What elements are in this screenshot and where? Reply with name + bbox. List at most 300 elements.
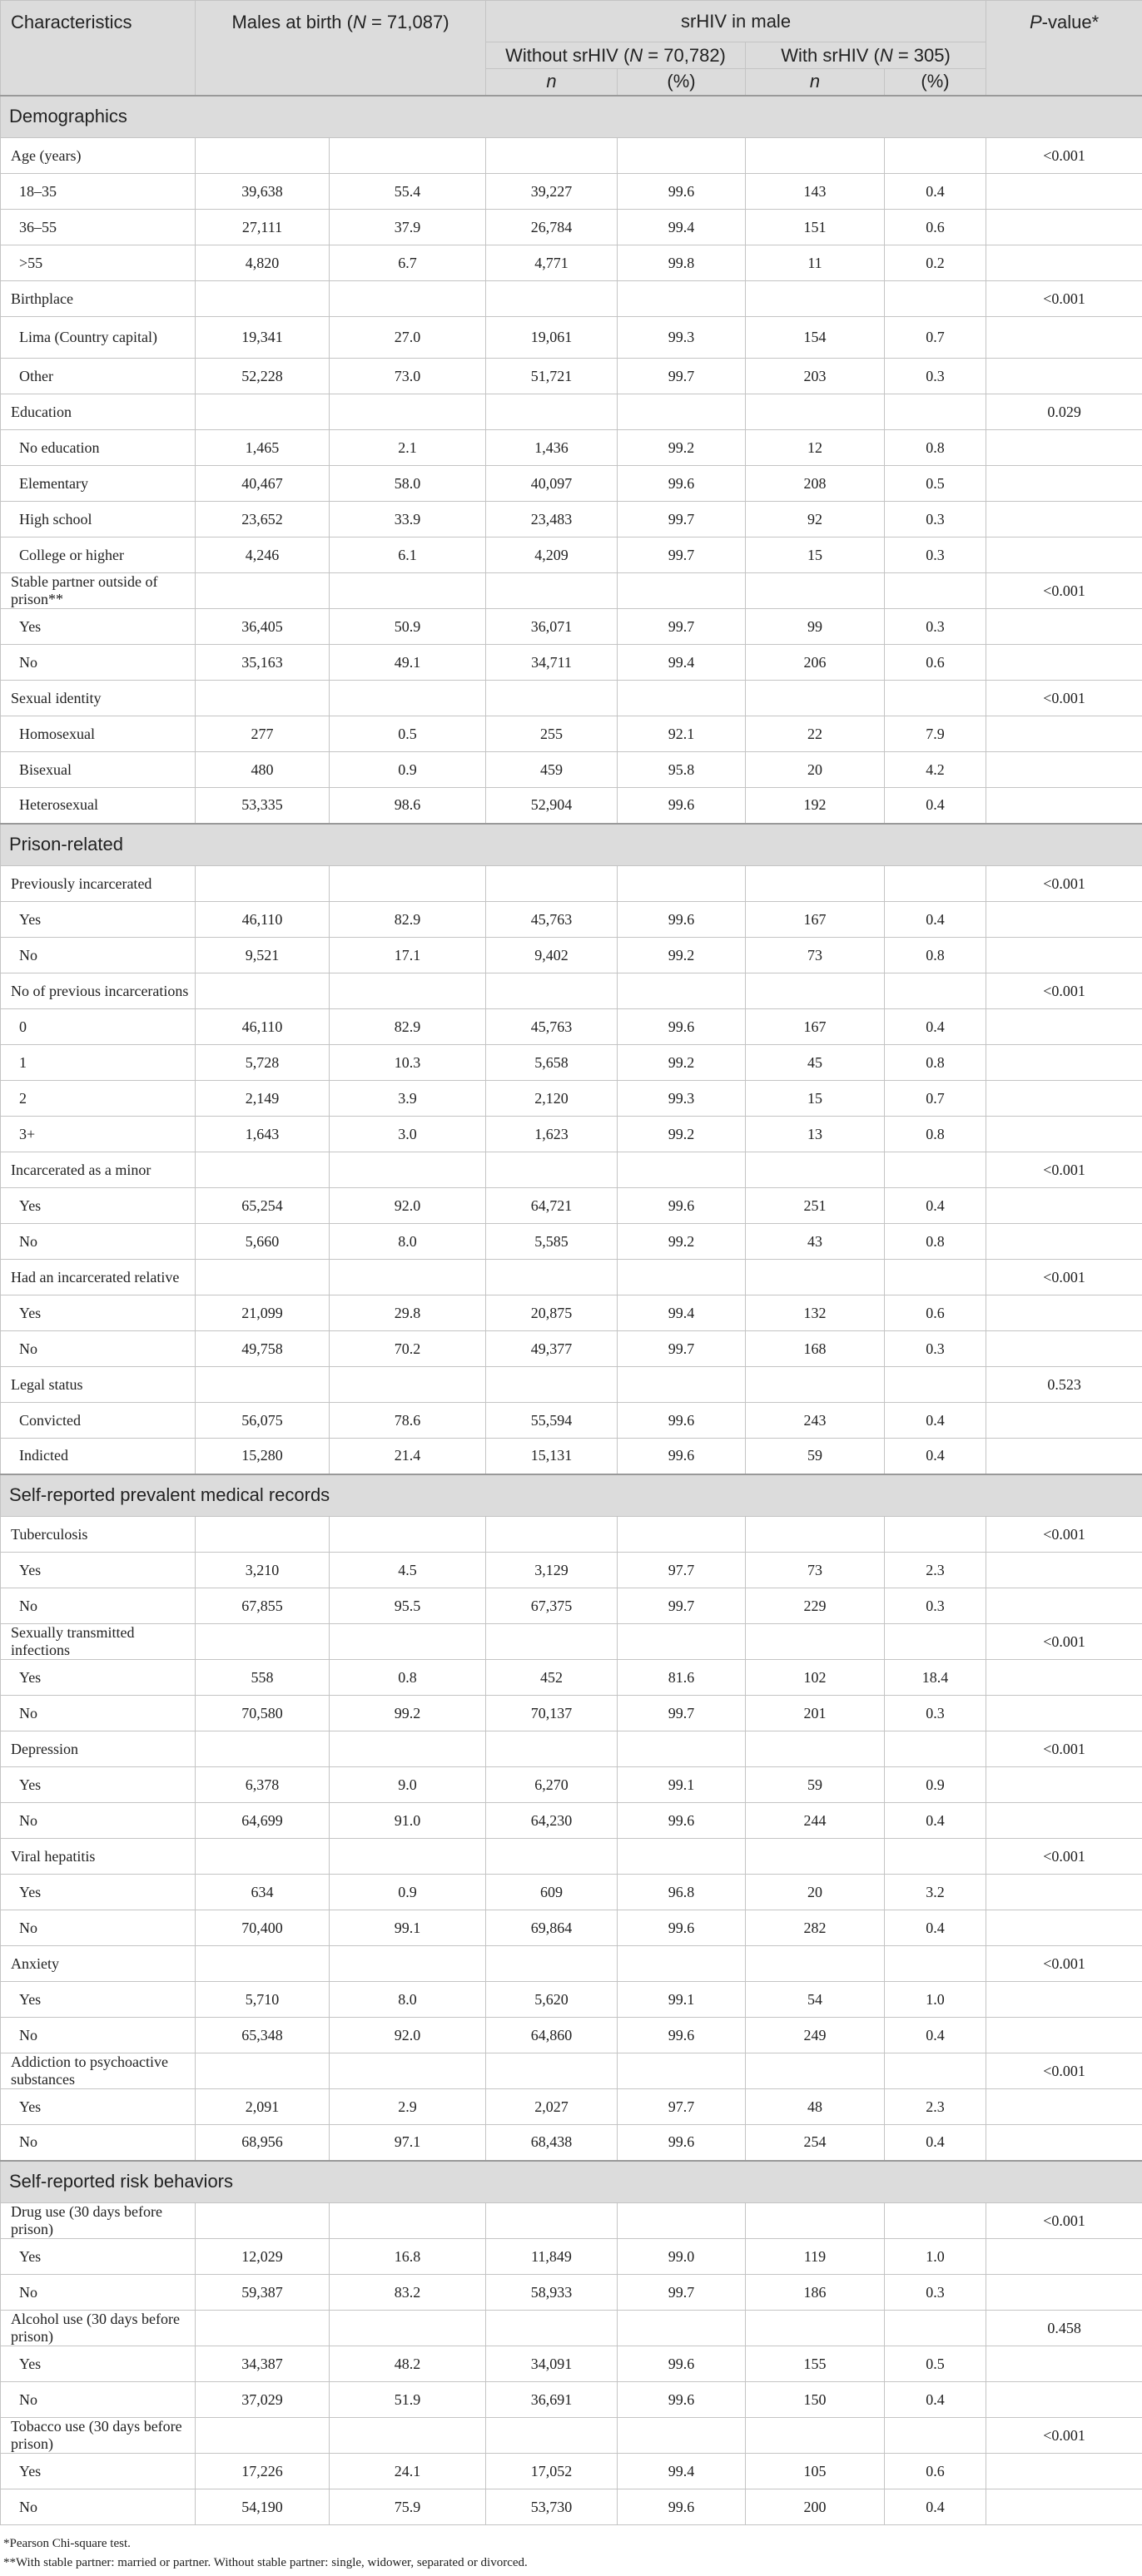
value-cell: 51,721 <box>486 359 618 394</box>
row-label: >55 <box>1 245 196 281</box>
value-cell: 21.4 <box>330 1439 486 1474</box>
category-row <box>1 1910 1142 1946</box>
value-cell: 99.6 <box>618 2346 746 2382</box>
value-cell: 99.3 <box>618 317 746 359</box>
value-cell <box>330 138 486 174</box>
p-value-cell: <0.001 <box>986 1946 1142 1982</box>
value-cell: 99.7 <box>618 359 746 394</box>
value-cell <box>486 1946 618 1982</box>
value-cell: 92.1 <box>618 716 746 752</box>
row-label: Tobacco use (30 days before prison) <box>1 2418 196 2454</box>
value-cell: 168 <box>746 1331 885 1367</box>
value-cell: 53,335 <box>196 788 330 824</box>
variable-row <box>1 1517 1142 1553</box>
p-value-cell <box>986 2346 1142 2382</box>
value-cell: 20 <box>746 1875 885 1910</box>
value-cell: 12,029 <box>196 2239 330 2275</box>
value-cell: 0.3 <box>885 2275 986 2311</box>
value-cell: 45,763 <box>486 1009 618 1045</box>
value-cell: 0.6 <box>885 2454 986 2489</box>
value-cell: 99.6 <box>618 466 746 502</box>
row-label: Addiction to psychoactive substances <box>1 2053 196 2089</box>
row-label: Tuberculosis <box>1 1517 196 1553</box>
value-cell: 15,131 <box>486 1439 618 1474</box>
value-cell: 15,280 <box>196 1439 330 1474</box>
variable-row <box>1 138 1142 174</box>
value-cell <box>618 1517 746 1553</box>
category-row <box>1 1224 1142 1260</box>
value-cell <box>885 1367 986 1403</box>
value-cell: 634 <box>196 1875 330 1910</box>
value-cell: 99.6 <box>618 1009 746 1045</box>
variable-row <box>1 1946 1142 1982</box>
category-row <box>1 502 1142 537</box>
value-cell: 7.9 <box>885 716 986 752</box>
variable-row <box>1 1731 1142 1767</box>
category-row <box>1 1696 1142 1731</box>
value-cell: 2,120 <box>486 1081 618 1117</box>
value-cell <box>196 1839 330 1875</box>
value-cell: 0.3 <box>885 502 986 537</box>
row-label: No <box>1 2125 196 2161</box>
value-cell: 46,110 <box>196 1009 330 1045</box>
value-cell: 0.9 <box>885 1767 986 1803</box>
value-cell: 1,643 <box>196 1117 330 1152</box>
value-cell: 9,521 <box>196 938 330 973</box>
value-cell: 82.9 <box>330 902 486 938</box>
value-cell: 99.6 <box>618 1403 746 1439</box>
value-cell: 99.2 <box>618 1045 746 1081</box>
value-cell: 99.6 <box>618 2489 746 2525</box>
row-label: Had an incarcerated relative <box>1 1260 196 1295</box>
p-value-cell <box>986 1224 1142 1260</box>
p-value-cell <box>986 430 1142 466</box>
value-cell <box>885 681 986 716</box>
value-cell: 208 <box>746 466 885 502</box>
value-cell: 65,348 <box>196 2018 330 2053</box>
value-cell <box>486 573 618 609</box>
row-label: Yes <box>1 1875 196 1910</box>
value-cell: 5,658 <box>486 1045 618 1081</box>
value-cell: 97.7 <box>618 1553 746 1588</box>
value-cell: 73.0 <box>330 359 486 394</box>
value-cell <box>885 2203 986 2239</box>
value-cell: 99.2 <box>618 430 746 466</box>
value-cell: 154 <box>746 317 885 359</box>
value-cell: 99.7 <box>618 609 746 645</box>
value-cell: 34,387 <box>196 2346 330 2382</box>
value-cell: 49,758 <box>196 1331 330 1367</box>
value-cell <box>618 1367 746 1403</box>
value-cell: 558 <box>196 1660 330 1696</box>
value-cell: 18.4 <box>885 1660 986 1696</box>
category-row <box>1 2454 1142 2489</box>
value-cell <box>885 1517 986 1553</box>
row-label: Sexual identity <box>1 681 196 716</box>
p-value-cell <box>986 1982 1142 2018</box>
value-cell: 249 <box>746 2018 885 2053</box>
value-cell: 99.6 <box>618 2125 746 2161</box>
value-cell: 92 <box>746 502 885 537</box>
variable-row <box>1 2311 1142 2346</box>
value-cell: 0.4 <box>885 1803 986 1839</box>
value-cell <box>196 138 330 174</box>
p-value-cell <box>986 1910 1142 1946</box>
value-cell: 203 <box>746 359 885 394</box>
value-cell: 229 <box>746 1588 885 1624</box>
value-cell: 99.7 <box>618 537 746 573</box>
value-cell: 27,111 <box>196 210 330 245</box>
value-cell: 99.1 <box>618 1767 746 1803</box>
value-cell <box>618 2053 746 2089</box>
value-cell: 132 <box>746 1295 885 1331</box>
value-cell <box>196 281 330 317</box>
value-cell <box>330 573 486 609</box>
p-value-cell: 0.458 <box>986 2311 1142 2346</box>
value-cell: 20 <box>746 752 885 788</box>
row-label: Bisexual <box>1 752 196 788</box>
value-cell <box>486 681 618 716</box>
row-label: Yes <box>1 2454 196 2489</box>
value-cell <box>618 1260 746 1295</box>
value-cell: 82.9 <box>330 1009 486 1045</box>
p-value-cell <box>986 1588 1142 1624</box>
value-cell <box>486 1624 618 1660</box>
value-cell: 200 <box>746 2489 885 2525</box>
row-label: Yes <box>1 1982 196 2018</box>
row-label: High school <box>1 502 196 537</box>
value-cell: 119 <box>746 2239 885 2275</box>
value-cell: 55.4 <box>330 174 486 210</box>
row-label: Legal status <box>1 1367 196 1403</box>
category-row <box>1 1117 1142 1152</box>
value-cell <box>618 1946 746 1982</box>
value-cell: 99.6 <box>618 1910 746 1946</box>
header-with-n: n <box>746 69 885 96</box>
row-label: Yes <box>1 2089 196 2125</box>
value-cell: 155 <box>746 2346 885 2382</box>
value-cell: 459 <box>486 752 618 788</box>
value-cell: 40,097 <box>486 466 618 502</box>
category-row <box>1 1331 1142 1367</box>
value-cell: 34,091 <box>486 2346 618 2382</box>
value-cell <box>746 2053 885 2089</box>
value-cell <box>330 281 486 317</box>
value-cell: 48.2 <box>330 2346 486 2382</box>
value-cell <box>196 2418 330 2454</box>
value-cell <box>618 866 746 902</box>
value-cell <box>618 138 746 174</box>
value-cell: 0.7 <box>885 317 986 359</box>
value-cell: 98.6 <box>330 788 486 824</box>
category-row <box>1 2382 1142 2418</box>
value-cell <box>746 2203 885 2239</box>
value-cell <box>330 1152 486 1188</box>
value-cell: 2,149 <box>196 1081 330 1117</box>
value-cell: 609 <box>486 1875 618 1910</box>
value-cell <box>486 281 618 317</box>
p-value-cell <box>986 1188 1142 1224</box>
value-cell: 8.0 <box>330 1224 486 1260</box>
row-label: No <box>1 938 196 973</box>
value-cell: 99.6 <box>618 1439 746 1474</box>
value-cell <box>330 1946 486 1982</box>
value-cell <box>486 1517 618 1553</box>
value-cell <box>486 1152 618 1188</box>
row-label: Convicted <box>1 1403 196 1439</box>
value-cell: 99.4 <box>618 210 746 245</box>
variable-row <box>1 866 1142 902</box>
value-cell: 33.9 <box>330 502 486 537</box>
category-row <box>1 1403 1142 1439</box>
category-row <box>1 716 1142 752</box>
value-cell: 19,061 <box>486 317 618 359</box>
value-cell: 99.6 <box>618 174 746 210</box>
value-cell: 99.4 <box>618 1295 746 1331</box>
p-value-cell <box>986 359 1142 394</box>
row-label: Yes <box>1 1188 196 1224</box>
value-cell <box>330 681 486 716</box>
value-cell <box>618 394 746 430</box>
p-value-cell <box>986 317 1142 359</box>
value-cell <box>196 2203 330 2239</box>
value-cell: 4,209 <box>486 537 618 573</box>
category-row <box>1 1045 1142 1081</box>
value-cell: 0.2 <box>885 245 986 281</box>
value-cell: 34,711 <box>486 645 618 681</box>
value-cell: 0.8 <box>885 938 986 973</box>
value-cell: 201 <box>746 1696 885 1731</box>
value-cell: 99.7 <box>618 502 746 537</box>
variable-row <box>1 573 1142 609</box>
value-cell: 13 <box>746 1117 885 1152</box>
value-cell: 2.9 <box>330 2089 486 2125</box>
p-value-cell <box>986 1045 1142 1081</box>
row-label: Birthplace <box>1 281 196 317</box>
value-cell <box>330 2418 486 2454</box>
value-cell: 39,638 <box>196 174 330 210</box>
value-cell <box>746 138 885 174</box>
value-cell: 52,904 <box>486 788 618 824</box>
value-cell: 0.6 <box>885 1295 986 1331</box>
p-value-cell <box>986 2489 1142 2525</box>
value-cell: 0.3 <box>885 537 986 573</box>
value-cell <box>330 2053 486 2089</box>
value-cell <box>330 1260 486 1295</box>
value-cell: 64,230 <box>486 1803 618 1839</box>
p-value-cell <box>986 609 1142 645</box>
variable-row <box>1 1624 1142 1660</box>
value-cell: 17,226 <box>196 2454 330 2489</box>
value-cell: 0.8 <box>885 1117 986 1152</box>
value-cell: 99.2 <box>618 1117 746 1152</box>
row-label: Education <box>1 394 196 430</box>
row-label: 36–55 <box>1 210 196 245</box>
p-value-cell <box>986 174 1142 210</box>
row-label: College or higher <box>1 537 196 573</box>
variable-row <box>1 394 1142 430</box>
value-cell <box>330 394 486 430</box>
row-label: 2 <box>1 1081 196 1117</box>
value-cell <box>618 681 746 716</box>
category-row <box>1 1982 1142 2018</box>
value-cell: 4,771 <box>486 245 618 281</box>
value-cell: 64,721 <box>486 1188 618 1224</box>
value-cell: 99.2 <box>330 1696 486 1731</box>
p-value-cell <box>986 1696 1142 1731</box>
value-cell: 43 <box>746 1224 885 1260</box>
value-cell: 4.2 <box>885 752 986 788</box>
p-value-cell <box>986 1117 1142 1152</box>
value-cell: 0.4 <box>885 1188 986 1224</box>
value-cell <box>746 1517 885 1553</box>
value-cell: 2.3 <box>885 1553 986 1588</box>
row-label: No <box>1 1803 196 1839</box>
row-label: Drug use (30 days before prison) <box>1 2203 196 2239</box>
value-cell: 151 <box>746 210 885 245</box>
header-with-pct: (%) <box>885 69 986 96</box>
value-cell: 0.3 <box>885 1331 986 1367</box>
value-cell: 11 <box>746 245 885 281</box>
variable-row <box>1 1839 1142 1875</box>
value-cell: 26,784 <box>486 210 618 245</box>
value-cell <box>618 281 746 317</box>
value-cell: 8.0 <box>330 1982 486 2018</box>
value-cell <box>885 1839 986 1875</box>
value-cell: 452 <box>486 1660 618 1696</box>
value-cell <box>746 1731 885 1767</box>
value-cell: 150 <box>746 2382 885 2418</box>
value-cell <box>196 1731 330 1767</box>
row-label: Age (years) <box>1 138 196 174</box>
p-value-cell <box>986 537 1142 573</box>
row-label: Stable partner outside of prison** <box>1 573 196 609</box>
value-cell <box>196 2311 330 2346</box>
p-value-cell <box>986 1009 1142 1045</box>
value-cell: 99 <box>746 609 885 645</box>
value-cell: 243 <box>746 1403 885 1439</box>
header-characteristics: Characteristics <box>1 1 196 96</box>
value-cell: 49.1 <box>330 645 486 681</box>
value-cell: 99.2 <box>618 938 746 973</box>
value-cell: 17.1 <box>330 938 486 973</box>
p-value-cell <box>986 2125 1142 2161</box>
row-label: Incarcerated as a minor <box>1 1152 196 1188</box>
value-cell: 45,763 <box>486 902 618 938</box>
value-cell: 95.5 <box>330 1588 486 1624</box>
value-cell: 0.4 <box>885 2382 986 2418</box>
category-row <box>1 210 1142 245</box>
value-cell: 64,860 <box>486 2018 618 2053</box>
value-cell <box>885 1624 986 1660</box>
value-cell: 53,730 <box>486 2489 618 2525</box>
value-cell: 67,855 <box>196 1588 330 1624</box>
value-cell <box>486 1367 618 1403</box>
value-cell: 27.0 <box>330 317 486 359</box>
p-value-cell <box>986 1803 1142 1839</box>
value-cell: 0.8 <box>885 1224 986 1260</box>
value-cell <box>486 394 618 430</box>
value-cell: 73 <box>746 938 885 973</box>
value-cell <box>885 973 986 1009</box>
value-cell <box>746 1624 885 1660</box>
value-cell: 73 <box>746 1553 885 1588</box>
value-cell <box>746 1367 885 1403</box>
value-cell <box>196 1624 330 1660</box>
value-cell <box>746 1260 885 1295</box>
value-cell: 99.1 <box>330 1910 486 1946</box>
value-cell <box>618 2418 746 2454</box>
value-cell: 99.6 <box>618 1188 746 1224</box>
value-cell <box>486 2418 618 2454</box>
row-label: Yes <box>1 2346 196 2382</box>
row-label: Heterosexual <box>1 788 196 824</box>
p-value-cell <box>986 1331 1142 1367</box>
row-label: No <box>1 2489 196 2525</box>
value-cell: 15 <box>746 537 885 573</box>
value-cell: 1,623 <box>486 1117 618 1152</box>
category-row <box>1 1295 1142 1331</box>
value-cell: 6,270 <box>486 1767 618 1803</box>
value-cell: 5,660 <box>196 1224 330 1260</box>
variable-row <box>1 1260 1142 1295</box>
value-cell <box>330 1367 486 1403</box>
category-row <box>1 1875 1142 1910</box>
p-value-cell <box>986 1660 1142 1696</box>
value-cell: 91.0 <box>330 1803 486 1839</box>
value-cell: 11,849 <box>486 2239 618 2275</box>
value-cell <box>330 1731 486 1767</box>
p-value-cell <box>986 1295 1142 1331</box>
value-cell: 22 <box>746 716 885 752</box>
category-row <box>1 1588 1142 1624</box>
value-cell: 36,691 <box>486 2382 618 2418</box>
value-cell <box>618 1152 746 1188</box>
value-cell: 0.9 <box>330 752 486 788</box>
value-cell: 99.2 <box>618 1224 746 1260</box>
footnote-2: **With stable partner: married or partner. Without stable partner: single, widower, separated or divorced. <box>3 2556 528 2569</box>
value-cell: 6.1 <box>330 537 486 573</box>
value-cell: 186 <box>746 2275 885 2311</box>
value-cell: 1,436 <box>486 430 618 466</box>
p-value-cell <box>986 2089 1142 2125</box>
value-cell <box>746 681 885 716</box>
header-without-pct: (%) <box>618 69 746 96</box>
header-srhiv-in-male: srHIV in male <box>486 1 986 42</box>
p-value-cell <box>986 2239 1142 2275</box>
category-row <box>1 430 1142 466</box>
value-cell: 206 <box>746 645 885 681</box>
value-cell: 40,467 <box>196 466 330 502</box>
value-cell <box>885 866 986 902</box>
value-cell <box>746 973 885 1009</box>
value-cell <box>196 973 330 1009</box>
category-row <box>1 645 1142 681</box>
section-title: Demographics <box>1 96 1142 138</box>
value-cell: 67,375 <box>486 1588 618 1624</box>
category-row <box>1 1081 1142 1117</box>
row-label: No <box>1 2382 196 2418</box>
value-cell: 0.8 <box>885 1045 986 1081</box>
value-cell: 5,620 <box>486 1982 618 2018</box>
value-cell: 99.6 <box>618 902 746 938</box>
value-cell <box>330 2311 486 2346</box>
header-with-srhiv: With srHIV (N = 305) <box>746 42 986 69</box>
value-cell: 59 <box>746 1767 885 1803</box>
value-cell <box>486 2203 618 2239</box>
value-cell <box>885 573 986 609</box>
row-label: Yes <box>1 609 196 645</box>
